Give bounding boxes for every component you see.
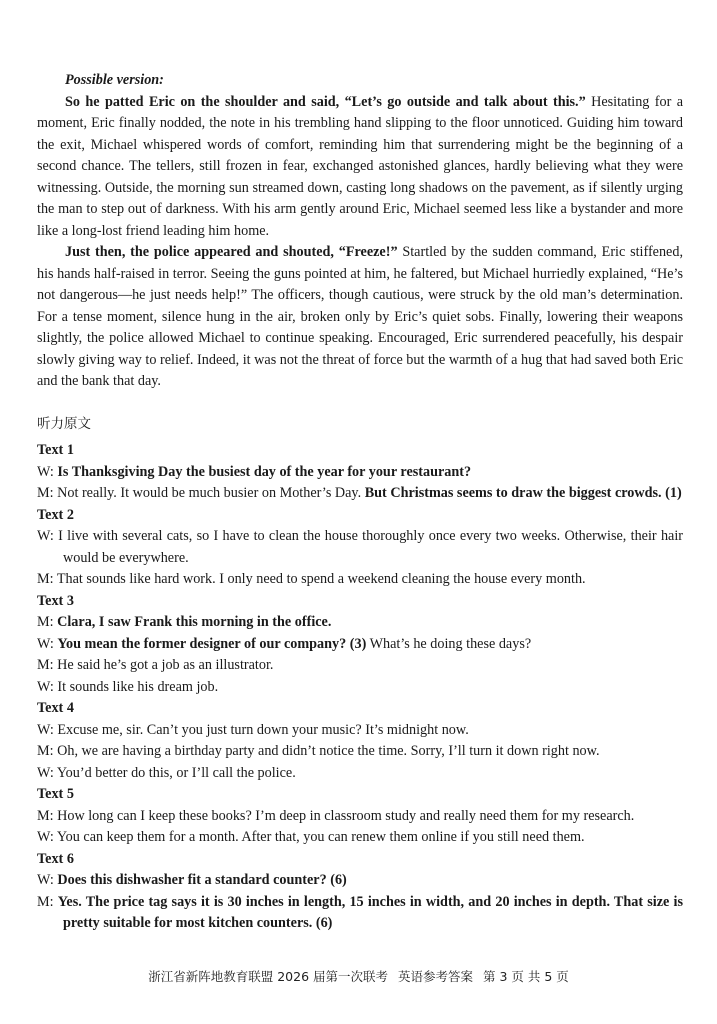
dialogue-line (37, 462, 683, 484)
regular-text: It sounds like his dream job. (57, 678, 219, 695)
regular-text: You can keep them for a month. After that, you can renew them online if you still need them. (56, 829, 585, 845)
speaker-label: W: (37, 528, 54, 544)
dialogue-line (37, 569, 683, 591)
bold-text: You mean the former designer of our company? (3) (57, 635, 367, 652)
dialogue-line (37, 483, 683, 505)
paragraph-1-opening: So he patted Eric on the shoulder and said, “Let’s go outside and talk about this.” (65, 93, 586, 110)
regular-text: You’d better do this, or I’ll call the police. (56, 764, 296, 781)
bold-text: Does this dishwasher fit a standard counter? (6) (57, 872, 347, 888)
listening-heading: 听力原文 (37, 416, 91, 432)
speaker-label: M: (37, 485, 54, 501)
dialogue-line (37, 827, 683, 849)
bold-text: Yes. The price tag says it is 30 inches in length, 15 inches in width, and 20 inches in depth. That size is pretty suitable for most kitchen counters. (6) (57, 893, 683, 931)
speaker-label: W: (37, 721, 54, 738)
speaker-label: M: (37, 571, 54, 587)
speaker-label: W: (37, 678, 54, 695)
bold-text: Is Thanksgiving Day the busiest day of the year for your restaurant? (57, 463, 472, 480)
dialogue-line (37, 526, 683, 569)
bold-text: Clara, I saw Frank this morning in the office. (57, 614, 332, 630)
essay-paragraph-1 (37, 92, 683, 243)
speaker-label: M: (37, 614, 54, 630)
essay-paragraph-2 (37, 242, 683, 393)
speaker-label: W: (37, 635, 54, 652)
page-footer (0, 966, 717, 988)
speaker-label: W: (37, 463, 54, 480)
dialogue-line (37, 763, 683, 785)
dialogue-line (37, 870, 683, 892)
text-title: Text 3 (37, 592, 74, 609)
paragraph-2-opening: Just then, the police appeared and shouted, “Freeze!” (65, 244, 398, 260)
regular-text: I live with several cats, so I have to clean the house thoroughly once every two weeks. Otherwise, their hair would be everywhere. (58, 528, 683, 566)
listening-transcript (37, 414, 683, 935)
speaker-label: W: (37, 872, 54, 888)
speaker-label: M: (37, 893, 54, 910)
text-title: Text 4 (37, 700, 74, 716)
bold-text: But Christmas seems to draw the biggest crowds. (1) (364, 485, 682, 501)
regular-text: What’s he doing these days? (366, 635, 532, 652)
dialogue-line (37, 634, 683, 656)
speaker-label: M: (37, 657, 54, 673)
speaker-label: M: (37, 743, 54, 759)
regular-text: Not really. It would be much busier on Mother’s Day. (57, 485, 365, 501)
text-title: Text 2 (37, 506, 74, 523)
speaker-label: M: (37, 807, 54, 824)
regular-text: Excuse me, sir. Can’t you just turn down your music? It’s midnight now. (57, 721, 469, 738)
dialogue-line (37, 720, 683, 742)
dialogue-line (37, 612, 683, 634)
transcript-texts (37, 440, 683, 935)
speaker-label: W: (37, 764, 54, 781)
dialogue-line (37, 806, 683, 828)
text-title: Text 1 (37, 442, 74, 458)
regular-text: He said he’s got a job as an illustrator. (57, 657, 274, 673)
dialogue-line (37, 741, 683, 763)
possible-version-label: Possible version: (65, 72, 164, 88)
footer-source: 浙江省新阵地教育联盟 2026 届第一次联考 (148, 969, 388, 984)
footer-page-number: 第 3 页 共 5 页 (482, 969, 569, 984)
paragraph-2-body: Startled by the sudden command, Eric stiffened, his hands half-raised in terror. Seeing the guns pointed at him, he faltered, but Michael hurriedly explained, “He’s not dangerous—he just needs help!” The officers, though cautious, were struck by the old man’s determination. For a tense moment, silence hung in the air, broken only by Eric’s quiet sobs. Finally, lowering their weapons slightly, the police allowed Michael to continue speaking. Encouraged, Eric surrendered peacefully, his despair slowly giving way to relief. Indeed, it was not the threat of force but the warmth of a hug that had saved both Eric and the bank that day. (37, 244, 683, 389)
paragraph-1-body: Hesitating for a moment, Eric finally nodded, the note in his trembling hand slipping to the floor unnoticed. Guiding him toward the exit, Michael whispered words of comfort, reminding him that surrendering might be the beginning of a second chance. The tellers, still frozen in fear, exchanged astonished glances, hardly believing what they were witnessing. Outside, the morning sun streamed down, casting long shadows on the pavement, as if silently urging the man to step out of darkness. With his arm gently around Eric, Michael seemed less like a bystander and more like a long-lost friend leading him home. (37, 93, 683, 239)
regular-text: Oh, we are having a birthday party and didn’t notice the time. Sorry, I’ll turn it down right now. (57, 743, 600, 759)
regular-text: How long can I keep these books? I’m deep in classroom study and really need them for my research. (57, 807, 635, 824)
speaker-label: W: (37, 829, 54, 845)
essay-section (37, 70, 683, 393)
text-title: Text 6 (37, 850, 74, 867)
dialogue-line (37, 892, 683, 935)
regular-text: That sounds like hard work. I only need to spend a weekend cleaning the house every month. (56, 571, 586, 587)
footer-subject: 英语参考答案 (397, 969, 473, 984)
text-title: Text 5 (37, 786, 74, 802)
dialogue-line (37, 655, 683, 677)
dialogue-line (37, 677, 683, 699)
